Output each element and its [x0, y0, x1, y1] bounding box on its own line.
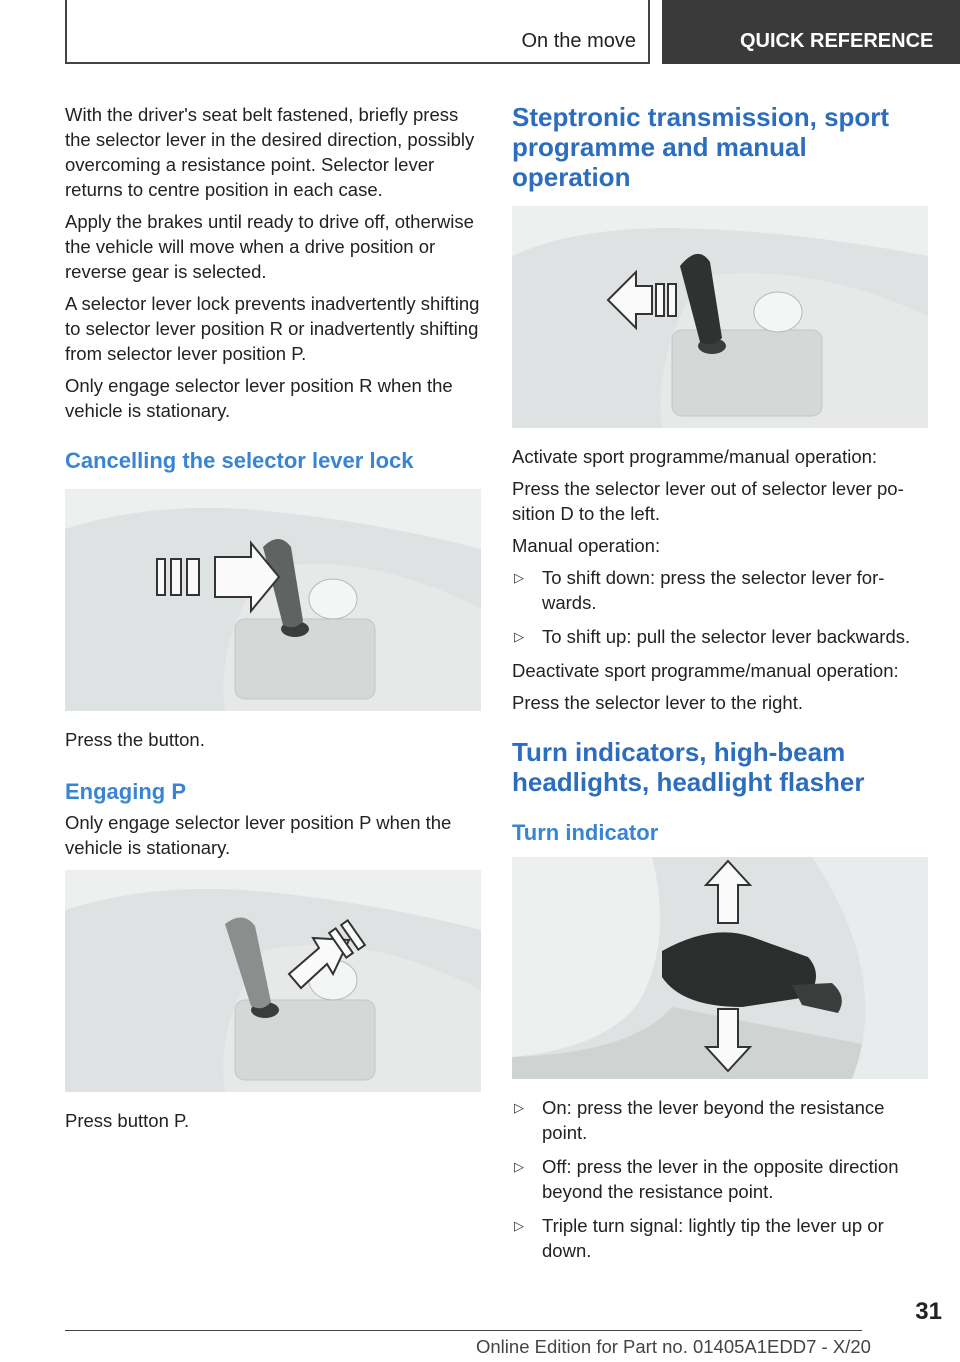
paragraph-press-right: Press the selector lever to the right. [512, 692, 803, 713]
left-column [65, 102, 483, 1140]
list-item: ▷ On: press the lever beyond the resistance point. [514, 1097, 885, 1143]
selector-lever-p-button-illustration [65, 870, 481, 1092]
header-section-title: On the move [521, 30, 636, 52]
paragraph-deactivate: Deactivate sport programme/manual operation: [512, 660, 899, 681]
caption-press-button-p: Press button P. [65, 1110, 190, 1131]
manual-operation-list [512, 565, 930, 649]
paragraph-position-r: Only engage selector lever position R when the vehicle is stationary. [65, 375, 453, 421]
heading-engaging-p: Engaging P [65, 779, 186, 804]
list-item: ▷ To shift up: pull the selector lever backwards. [514, 626, 911, 647]
heading-turn-indicators: Turn indicators, high-beam headlights, headlight flasher [512, 737, 865, 797]
list-item: ▷ Off: press the lever in the opposite direction beyond the resistance point. [514, 1156, 899, 1202]
heading-cancel-lock: Cancelling the selector lever lock [65, 448, 414, 473]
header-quick-reference-tab[interactable] [662, 0, 960, 64]
caption-press-button: Press the button. [65, 729, 205, 750]
paragraph-lever-lock: A selector lever lock prevents inadvertently shifting to selector lever position R or inadvertently shifting from selector lever position P. [65, 293, 480, 364]
footer-divider [65, 1330, 862, 1331]
list-item: ▷ To shift down: press the selector lever forwards. [514, 567, 885, 613]
footer-edition: Online Edition for Part no. 01405A1EDD7 - X/20 [476, 1336, 871, 1357]
triangle-bullet-icon: ▷ [514, 1100, 524, 1115]
paragraph-brakes: Apply the brakes until ready to drive off, otherwise the vehicle will move when a drive position or reverse gear is selected. [65, 211, 474, 282]
triangle-bullet-icon: ▷ [514, 629, 524, 644]
heading-turn-indicator: Turn indicator [512, 820, 659, 845]
paragraph-press-left: Press the selector lever out of selector lever position D to the left. [512, 478, 904, 524]
triangle-bullet-icon: ▷ [514, 1218, 524, 1233]
selector-lever-button-illustration [65, 489, 481, 711]
triangle-bullet-icon: ▷ [514, 1159, 524, 1174]
triangle-bullet-icon: ▷ [514, 570, 524, 585]
list-item: ▷ Triple turn signal: lightly tip the lever up or down. [514, 1215, 884, 1261]
paragraph-activate: Activate sport programme/manual operation: [512, 446, 878, 467]
right-column [512, 102, 930, 1272]
paragraph-seatbelt: With the driver's seat belt fastened, briefly press the selector lever in the desired direction, possibly overcoming a resistance point. Selector lever returns to centre position in each case. [65, 104, 475, 200]
paragraph-engage-p: Only engage selector lever position P when the vehicle is stationary. [65, 812, 452, 858]
heading-steptronic: Steptronic transmission, sport programme and manual operation [512, 102, 890, 192]
paragraph-manual: Manual operation: [512, 535, 661, 556]
steptronic-lever-illustration [512, 206, 928, 428]
page-number: 31 [915, 1298, 942, 1325]
turn-indicator-list [512, 1095, 930, 1263]
header-tab-label: QUICK REFERENCE [740, 30, 934, 52]
turn-indicator-lever-illustration [512, 857, 928, 1079]
